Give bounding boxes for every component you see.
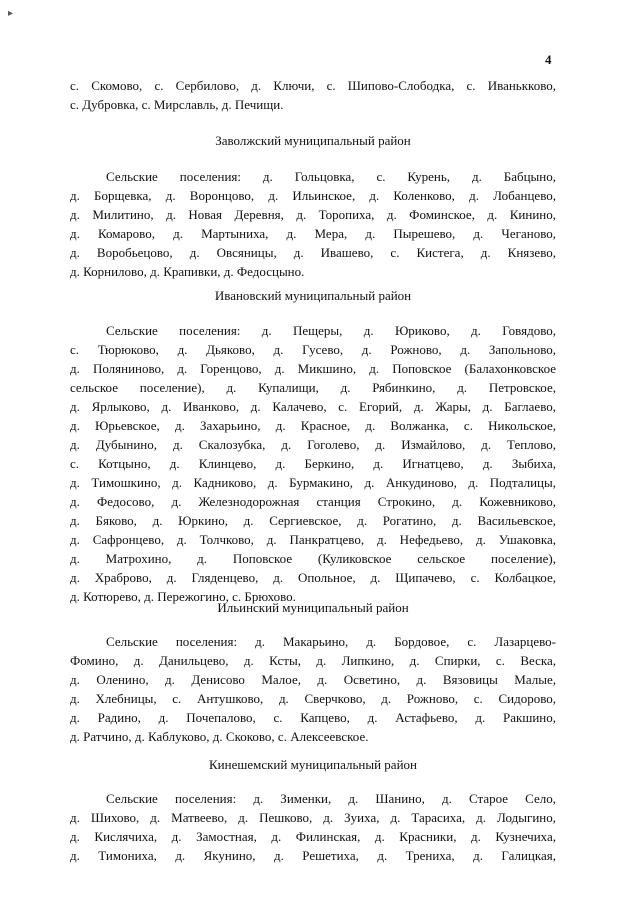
text-line: Фомино, д. Данильцево, д. Ксты, д. Липкино, д. Спирки, с. Веска, [70, 653, 556, 668]
text-line: д. Борщевка, д. Воронцово, д. Ильинское, д. Коленково, д. Лобанцево, [70, 188, 556, 203]
text-line: Сельские поселения: д. Гольцовка, с. Курень, д. Бабцыно, [106, 169, 556, 184]
text-line: с. Скомово, с. Сербилово, д. Ключи, с. Шипово-Слободка, с. Иванькково, [70, 78, 556, 93]
text-line: д. Хлебницы, с. Антушково, д. Сверчково, д. Рожново, с. Сидорово, [70, 691, 556, 706]
text-line: д. Ярлыково, д. Иванково, д. Калачево, с. Егорий, д. Жары, д. Баглаево, [70, 399, 556, 414]
text-line: д. Милитино, д. Новая Деревня, д. Торопиха, д. Фоминское, д. Кинино, [70, 207, 556, 222]
text-line: д. Тимошкино, д. Кадниково, д. Бурмакино, д. Анкудиново, д. Подталицы, [70, 475, 556, 490]
text-line: сельское поселение), д. Купалищи, д. Рябинкино, д. Петровское, [70, 380, 556, 395]
text-line: д. Кислячиха, д. Замостная, д. Филинская, д. Красники, д. Кузнечиха, [70, 829, 556, 844]
text-line: с. Дубровка, с. Мирславль, д. Печищи. [70, 97, 284, 112]
text-line: д. Храброво, д. Гляденцево, д. Опольное, д. Щипачево, с. Колбацкое, [70, 570, 556, 585]
section-heading: Кинешемский муниципальный район [208, 757, 417, 772]
text-line: Сельские поселения: д. Макарьино, д. Бордовое, с. Лазарцево- [106, 634, 556, 649]
text-line: д. Юрьевское, д. Захарьино, д. Красное, д. Волжанка, с. Никольское, [70, 418, 556, 433]
text-line: Сельские поселения: д. Пещеры, д. Юриково, д. Говядово, [106, 323, 556, 338]
text-line: д. Воробьецово, д. Овсяницы, д. Ивашево, с. Кистега, д. Князево, [70, 245, 556, 260]
text-line: д. Матрохино, д. Поповское (Куликовское сельское поселение), [70, 551, 556, 566]
text-line: д. Поляниново, д. Горенцово, д. Микшино, д. Поповское (Балахонковское [70, 361, 556, 376]
text-line: д. Федосово, д. Железнодорожная станция Строкино, д. Кожевниково, [70, 494, 556, 509]
text-line: д. Котюрево, д. Пережогино, с. Брюхово. [70, 589, 296, 604]
text-line: д. Шихово, д. Матвеево, д. Пешково, д. Зуиха, д. Тарасиха, д. Лодыгино, [70, 810, 556, 825]
text-line: д. Бяково, д. Юркино, д. Сергиевское, д. Рогатино, д. Васильевское, [70, 513, 556, 528]
text-line: д. Корнилово, д. Крапивки, д. Федосцыно. [70, 264, 305, 279]
text-line: д. Сафронцево, д. Толчково, д. Панкратцево, д. Нефедьево, д. Ушаковка, [70, 532, 556, 547]
section-heading: Заволжский муниципальный район [215, 133, 411, 148]
text-line: с. Котцыно, д. Клинцево, д. Беркино, д. Игнатцево, д. Зыбиха, [70, 456, 556, 471]
section-heading: Ивановский муниципальный район [214, 288, 412, 303]
page-number: 4 [545, 52, 552, 67]
text-line: Сельские поселения: д. Зименки, д. Шанино, д. Старое Село, [106, 791, 556, 806]
text-line: д. Оленино, д. Денисово Малое, д. Осветино, д. Вязовицы Малые, [70, 672, 556, 687]
text-line: д. Ратчино, д. Каблуково, д. Скоково, с. Алексеевское. [70, 729, 369, 744]
section-heading: Ильинский муниципальный район [217, 600, 409, 615]
text-line: д. Дубынино, д. Скалозубка, д. Гоголево, д. Измайлово, д. Теплово, [70, 437, 556, 452]
corner-mark: ▸ [8, 8, 14, 19]
text-line: с. Тюрюково, д. Дьяково, д. Гусево, д. Рожново, д. Запольново, [70, 342, 556, 357]
text-line: д. Тимониха, д. Якунино, д. Решетиха, д. Трениха, д. Галицкая, [70, 848, 556, 863]
text-line: д. Комарово, д. Мартыниха, д. Мера, д. Пырешево, д. Чеганово, [70, 226, 556, 241]
text-line: д. Радино, д. Почепалово, с. Капцево, д. Астафьево, д. Ракшино, [70, 710, 556, 725]
